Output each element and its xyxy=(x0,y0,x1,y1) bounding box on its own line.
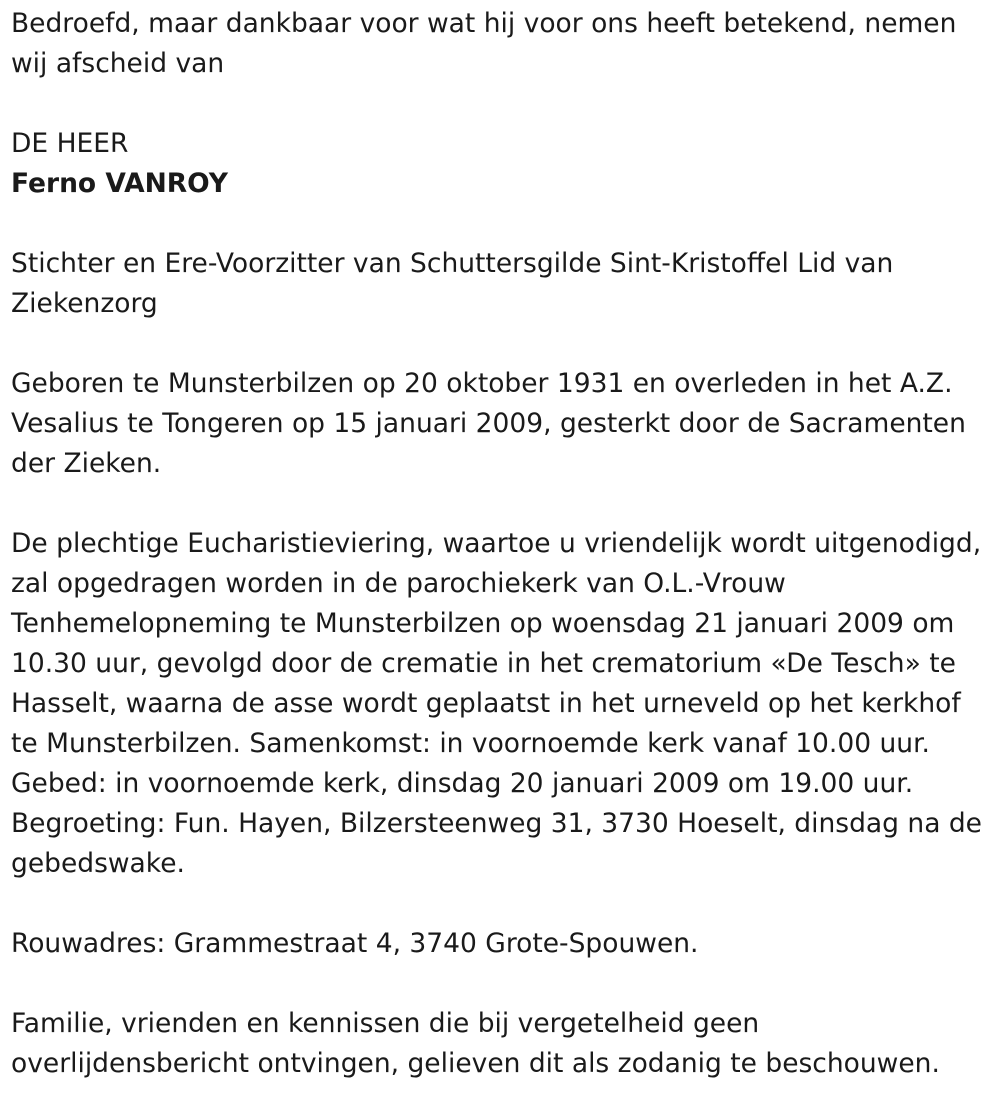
deceased-name: Ferno VANROY xyxy=(11,168,228,199)
spacer xyxy=(11,204,991,244)
mourning-address: Rouwadres: Grammestraat 4, 3740 Grote-Spouwen. xyxy=(11,928,699,959)
roles-paragraph: Stichter en Ere-Voorzitter van Schuttersgilde Sint-Kristoffel Lid van Ziekenzorg xyxy=(11,248,894,319)
spacer xyxy=(11,964,991,1004)
ceremony-paragraph: De plechtige Eucharistieviering, waartoe u vriendelijk wordt uitgenodigd, zal opgedragen worden in de parochiekerk van O.L.-Vrouw Tenhemelopneming te Munsterbilzen op woensdag 21 januari 2009 om 10.30 uur, gevolgd door de crematie in het crematorium «De Tesch» te Hasselt, waarna de asse wordt geplaatst in het urneveld op het kerkhof te Munsterbilzen. Samenkomst: in voornoemde kerk vanaf 10.00 uur. Gebed: in voornoemde kerk, dinsdag 20 januari 2009 om 19.00 uur. Begroeting: Fun. Hayen, Bilzersteenweg 31, 3730 Hoeselt, dinsdag na de gebedswake. xyxy=(11,528,982,879)
death-notice xyxy=(11,4,991,1084)
spacer xyxy=(11,884,991,924)
intro-paragraph: Bedroefd, maar dankbaar voor wat hij voor ons heeft betekend, nemen wij afscheid van xyxy=(11,8,957,79)
spacer xyxy=(11,484,991,524)
honorific-heading: DE HEER xyxy=(11,128,129,159)
spacer xyxy=(11,84,991,124)
birth-death-paragraph: Geboren te Munsterbilzen op 20 oktober 1931 en overleden in het A.Z. Vesalius te Tongeren op 15 januari 2009, gesterkt door de Sacramenten der Zieken. xyxy=(11,368,966,479)
closing-paragraph: Familie, vrienden en kennissen die bij vergetelheid geen overlijdensbericht ontvingen, gelieven dit als zodanig te beschouwen. xyxy=(11,1008,940,1079)
spacer xyxy=(11,324,991,364)
